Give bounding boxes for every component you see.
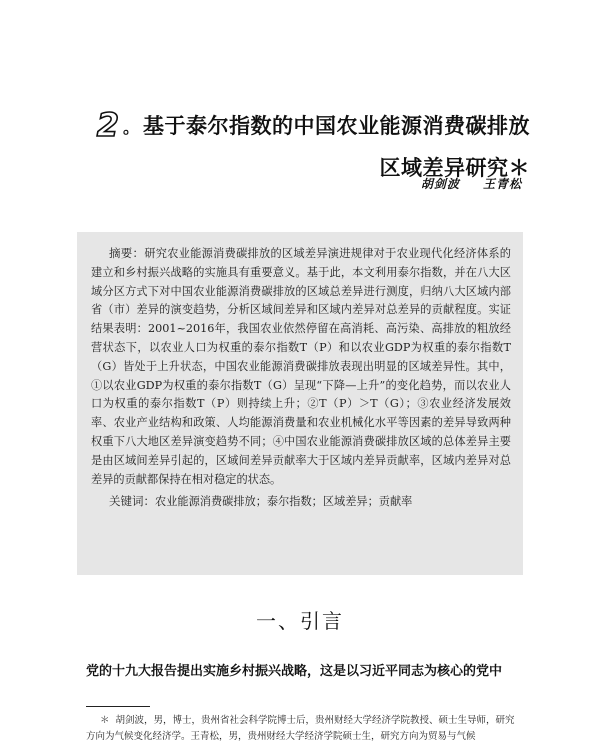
abstract-box [77,232,523,575]
footnote-mark: ＊ [100,715,110,726]
keywords-paragraph [91,492,511,512]
title-text-1: 基于泰尔指数的中国农业能源消费碳排放 [143,114,530,138]
title-line-1 [70,106,530,144]
body-paragraph: 党的十九大报告提出实施乡村振兴战略，这是以习近平同志为核心的党中 [86,664,503,679]
footnote-divider [86,706,150,707]
section-heading: 一、引言 [256,609,344,633]
article-number: 2 [96,106,119,144]
footnote-text: 胡剑波，男，博士，贵州省社会科学院博士后，贵州财经大学经济学院教授、硕士生导师，研究方向为气候变化经济学。王青松，男，贵州财经大学经济学院硕士生，研究方向为贸易与气候 [86,715,515,742]
authors: 胡剑波 王青松 [420,177,522,191]
title-line-2: 区域差异研究＊ [379,156,530,180]
abstract-paragraph [91,244,511,489]
article-title [70,106,530,182]
abstract-label: 摘要： [109,246,145,260]
keywords-label: 关键词： [109,494,155,509]
keywords-text: 农业能源消费碳排放；泰尔指数；区域差异；贡献率 [155,495,413,509]
abstract-text: 研究农业能源消费碳排放的区域差异演进规律对于农业现代化经济体系的建立和乡村振兴战略的实施具有重要意义。基于此，本文利用泰尔指数，并在八大区域分区方式下对中国农业能源消费碳排放的区域总差异进行测度，归纳八大区域内部省（市）差异的演变趋势，分析区域间差异和区域内差异对总差异的贡献程度。实证结果表明：2001~2016年，我国农业依然停留在高消耗、高污染、高排放的粗放经营状态下，以农业人口为权重的泰尔指数T（P）和以农业GDP为权重的泰尔指数T（G）皆处于上升状态，中国农业能源消费碳排放表现出明显的区域差异性。其中，①以农业GDP为权重的泰尔指数T（G）呈现“下降—上升”的变化趋势，而以农业人口为权重的泰尔指数T（P）则持续上升；②T（P）＞T（G）；③农业经济发展效率、农业产业结构和政策、人均能源消费量和农业机械化水平等因素的差异导致两种权重下八大地区差异演变趋势不同；④中国农业能源消费碳排放区域的总体差异主要是由区域间差异引起的，区域间差异贡献率大于区域内差异贡献率，区域内差异对总差异的贡献都保持在相对稳定的状态。 [91,247,511,486]
footnote [86,713,522,744]
article-number-dot: 。 [122,118,139,137]
